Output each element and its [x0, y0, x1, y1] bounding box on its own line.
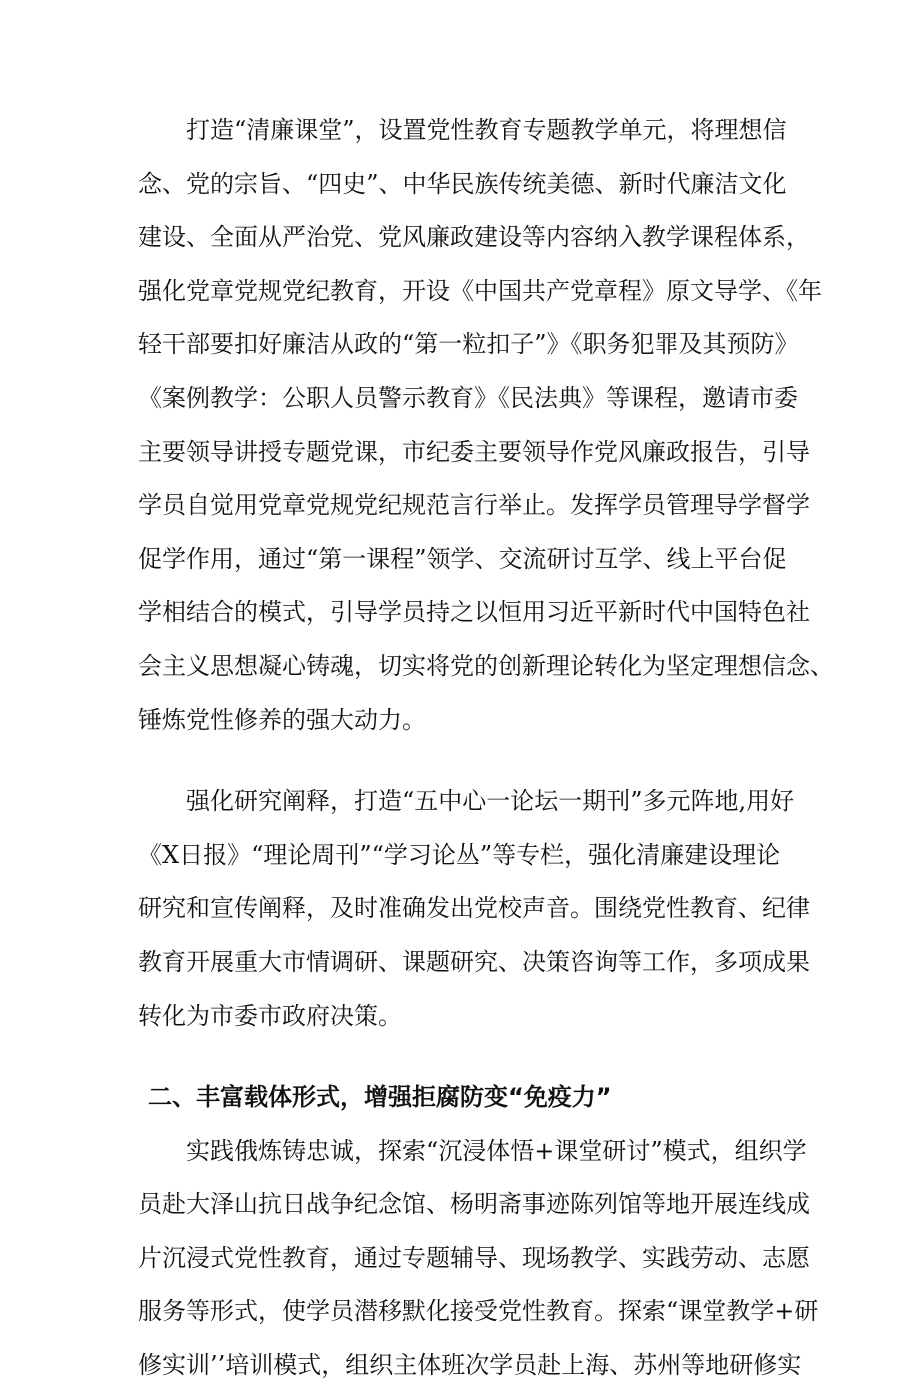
text-line: 锤炼党性修养的强大动力。	[138, 705, 426, 734]
text-line: 实践俄炼铸忠诚，探索“沉浸体悟+课堂研讨”模式，组织学	[138, 1136, 807, 1165]
text-line: 修实训’’培训模式，组织主体班次学员赴上海、苏州等地研修实	[138, 1351, 802, 1380]
document-body	[138, 104, 834, 1393]
paragraph-practice	[138, 1125, 819, 1393]
text-line: 《案例教学：公职人员警示教育》《民法典》等课程，邀请市委	[138, 383, 798, 412]
text-line: 念、党的宗旨、“四史”、中华民族传统美德、新时代廉洁文化	[138, 169, 787, 198]
text-line: 学相结合的模式，引导学员持之以恒用习近平新时代中国特色社	[138, 598, 810, 627]
paragraph-spacer	[138, 747, 798, 775]
text-line: 片沉浸式党性教育，通过专题辅导、现场教学、实践劳动、志愿	[138, 1243, 810, 1272]
text-line: 研究和宣传阐释，及时准确发出党校声音。围绕党性教育、纪律	[138, 894, 810, 923]
paragraph-spacer	[138, 1043, 798, 1071]
text-line: 会主义思想凝心铸魂，切实将党的创新理论转化为坚定理想信念、	[138, 651, 834, 680]
paragraph-research	[138, 775, 810, 1043]
text-line: 建设、全面从严治党、党风廉政建设等内容纳入教学课程体系，	[138, 223, 810, 252]
text-line: 强化研究阐释，打造“五中心一论坛一期刊”多元阵地,用好	[138, 787, 795, 816]
text-line: 主要领导讲授专题党课，市纪委主要领导作党风廉政报告，引导	[138, 437, 810, 466]
text-line: 转化为市委市政府决策。	[138, 1001, 402, 1030]
text-line: 《X日报》“理论周刊”“学习论丛”等专栏，强化清廉建设理论	[138, 840, 781, 869]
text-line: 服务等形式，使学员潜移默化接受党性教育。探索“课堂教学+研	[138, 1297, 819, 1326]
section-heading: 二、丰富载体形式，增强拒腐防变“免疫力”	[148, 1083, 612, 1112]
text-line: 强化党章党规党纪教育，开设《中国共产党章程》原文导学、《年	[138, 276, 822, 305]
text-line: 员赴大泽山抗日战争纪念馆、杨明斋事迹陈列馆等地开展连线成	[138, 1190, 810, 1219]
text-line: 教育开展重大市情调研、课题研究、决策咨询等工作，多项成果	[138, 947, 810, 976]
text-line: 打造“清廉课堂”，设置党性教育专题教学单元，将理想信	[138, 116, 787, 144]
paragraph-clean-classroom	[138, 104, 834, 747]
text-line: 学员自觉用党章党规党纪规范言行举止。发挥学员管理导学督学	[138, 491, 810, 520]
text-line: 促学作用，通过“第一课程”领学、交流研讨互学、线上平台促	[138, 544, 787, 573]
text-line: 轻干部要扣好廉洁从政的“第一粒扣子”》《职务犯罪及其预防》	[138, 330, 799, 359]
